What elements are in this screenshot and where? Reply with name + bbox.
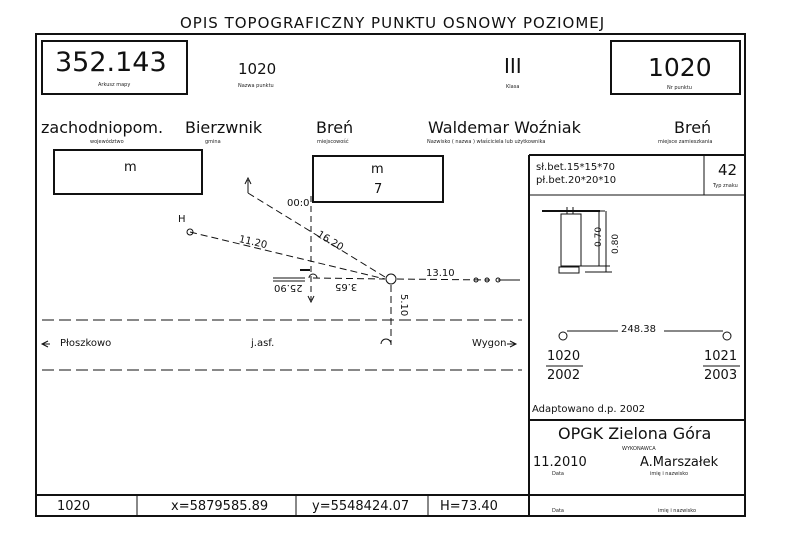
commune-caption: gmina [205,139,221,145]
dist-top: 00:0 [287,198,310,209]
point-name: 1020 [238,60,277,78]
baseline-distance: 248.38 [621,324,656,335]
class-value: III [504,54,522,78]
sketch-box-2-top: m [371,162,384,177]
owner: Waldemar Woźniak [428,118,581,137]
marker-line-2: pł.bet.20*20*10 [536,175,617,186]
executor-person: A.Marszałek [640,455,719,470]
marker-line-1: sł.bet.15*15*70 [536,162,616,173]
footer-point: 1020 [57,499,91,514]
executor-office: OPGK Zielona Góra [558,424,712,443]
class-caption: Klasa [506,84,520,90]
dist-2590: 25.90 [274,282,303,293]
baseline-left-bottom: 2002 [547,368,581,383]
executor-date-caption: Data [552,471,564,477]
footer-h: H=73.40 [440,499,498,514]
executor-caption: WYKONAWCA [622,446,656,452]
marker-dim-2: 0.80 [611,233,621,254]
page-title: OPIS TOPOGRAFICZNY PUNKTU OSNOWY POZIOMEJ [180,14,606,32]
commune: Bierzwnik [185,118,263,137]
baseline-left-top: 1020 [547,349,581,364]
owner-caption: Nazwisko ( nazwa ) właściciela lub użytkownika [427,139,546,145]
locality-caption: miejscowość [317,139,349,145]
road-right-label: Wygon [472,338,507,349]
footer-date-caption: Data [552,508,564,514]
footer-y: y=5548424.07 [312,499,410,514]
dist-365: 3.65 [335,281,358,292]
marker-type: 42 [718,161,738,179]
dist-1120: 11.20 [237,234,269,252]
sheet-number: 352.143 [55,47,167,78]
sheet-caption: Arkusz mapy [98,82,131,88]
sketch-box-2-bottom: 7 [374,182,383,197]
locality: Breń [316,118,354,137]
dist-1620: 16.20 [314,229,346,254]
label-h: H [178,214,186,225]
road-middle-label: j.asf. [251,338,275,349]
footer-x: x=5879585.89 [171,499,269,514]
sketch-box-1-label: m [124,160,137,175]
point-no-caption: Nr punktu [667,85,692,91]
dist-510: 5.10 [398,294,409,317]
residence-caption: miejsce zamieszkania [658,139,713,145]
residence: Breń [674,118,712,137]
footer-sign-caption: imię i nazwisko [658,508,697,514]
road-left-label: Płoszkowo [60,338,112,349]
executor-date: 11.2010 [533,455,587,470]
voivodeship-caption: województwo [90,139,124,145]
marker-type-caption: Typ znaku [713,183,738,189]
dist-1310: 13.10 [426,268,455,279]
baseline-right-bottom: 2003 [704,368,738,383]
point-name-caption: Nazwa punktu [238,83,274,89]
adapted-note: Adaptowano d.p. 2002 [532,404,646,415]
executor-person-caption: imię i nazwisko [650,471,689,477]
voivodeship: zachodniopom. [41,118,164,137]
marker-dim-1: 0.70 [594,226,604,247]
baseline-right-top: 1021 [704,349,738,364]
point-number: 1020 [648,53,712,82]
